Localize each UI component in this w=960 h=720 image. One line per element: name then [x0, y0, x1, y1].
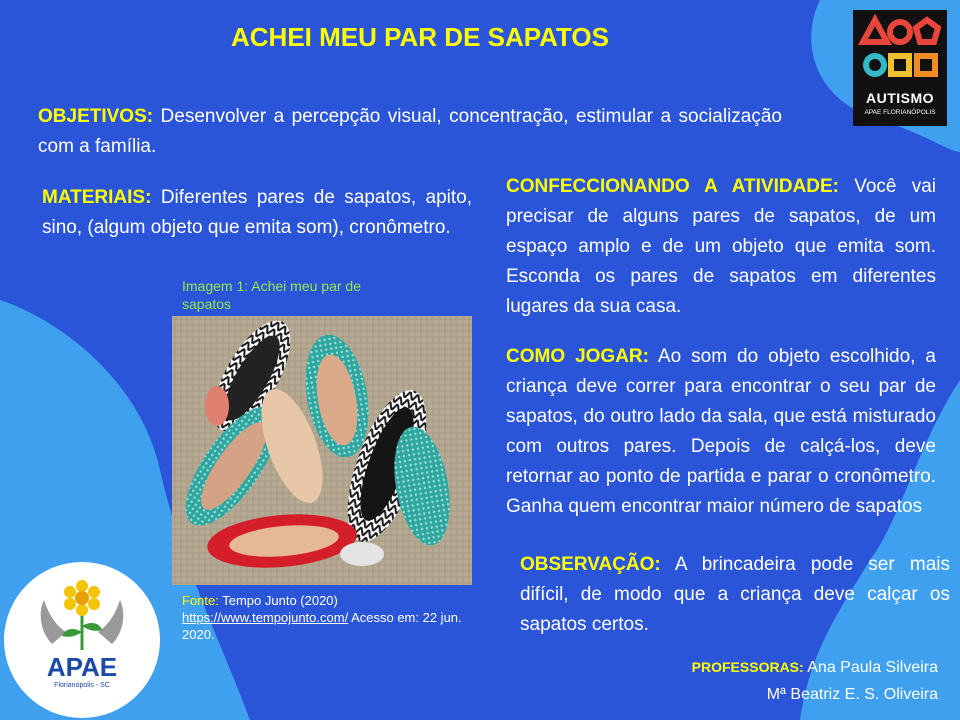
- acesso-text: Acesso em: 22 jun. 2020.: [182, 610, 462, 642]
- professora-name-1: Ana Paula Silveira: [803, 659, 938, 676]
- apae-logo: [14, 572, 150, 708]
- materiais-paragraph: [42, 183, 472, 243]
- fonte-text: Tempo Junto (2020): [218, 593, 338, 608]
- professora-name-2: Mª Beatriz E. S. Oliveira: [766, 686, 938, 703]
- objetivos-text: Desenvolver a percepção visual, concentração, estimular a socialização com a família.: [38, 106, 782, 157]
- source-link[interactable]: https://www.tempojunto.com/: [182, 610, 349, 625]
- confeccionando-paragraph: [506, 172, 936, 322]
- materiais-label: MATERIAIS:: [42, 187, 152, 208]
- como-jogar-text: Ao som do objeto escolhido, a criança deve correr para encontrar o seu par de sapatos, do outro lado da sala, que está misturado com outros pares. Depois de calçá-los, deve retornar ao ponto de partida e parar o cronômetro. Ganha quem encontrar maior número de sapatos: [506, 346, 936, 517]
- autismo-logo: [853, 10, 947, 126]
- image-credit: [182, 592, 487, 643]
- shoes-illustration: [172, 316, 472, 585]
- apae-flower-hands-icon: [14, 572, 150, 652]
- confeccionando-text: Você vai precisar de alguns pares de sapatos, de um espaço amplo e de um objeto que emita som. Esconda os pares de sapatos em diferentes lugares da sua casa.: [506, 176, 936, 317]
- autismo-logo-sub: APAE FLORIANÓPOLIS: [864, 109, 936, 116]
- page-title: ACHEI MEU PAR DE SAPATOS: [230, 22, 609, 52]
- observacao-label: OBSERVAÇÃO:: [520, 554, 661, 575]
- professoras-label: PROFESSORAS:: [691, 659, 804, 675]
- observacao-paragraph: [520, 550, 950, 640]
- objetivos-paragraph: [38, 102, 782, 162]
- apae-logo-sub: Florianópolis - SC: [54, 682, 110, 689]
- confeccionando-label: CONFECCIONANDO A ATIVIDADE:: [506, 176, 840, 197]
- observacao-text: A brincadeira pode ser mais difícil, de modo que a criança deve calçar os sapatos certos.: [520, 554, 950, 635]
- autismo-logo-name: AUTISMO: [865, 90, 935, 106]
- shoes-photo: [172, 316, 472, 585]
- image-caption: Imagem 1: Achei meu par de sapatos: [182, 278, 361, 312]
- fonte-label: Fonte:: [182, 593, 219, 608]
- como-jogar-paragraph: [506, 342, 936, 522]
- como-jogar-label: COMO JOGAR:: [506, 346, 649, 367]
- materiais-text: Diferentes pares de sapatos, apito, sino, (algum objeto que emita som), cronômetro.: [42, 187, 472, 238]
- autismo-shapes-icon: [853, 10, 947, 86]
- objetivos-label: OBJETIVOS:: [38, 106, 154, 127]
- apae-logo-name: APAE: [46, 652, 118, 682]
- professoras-line1: [692, 654, 938, 681]
